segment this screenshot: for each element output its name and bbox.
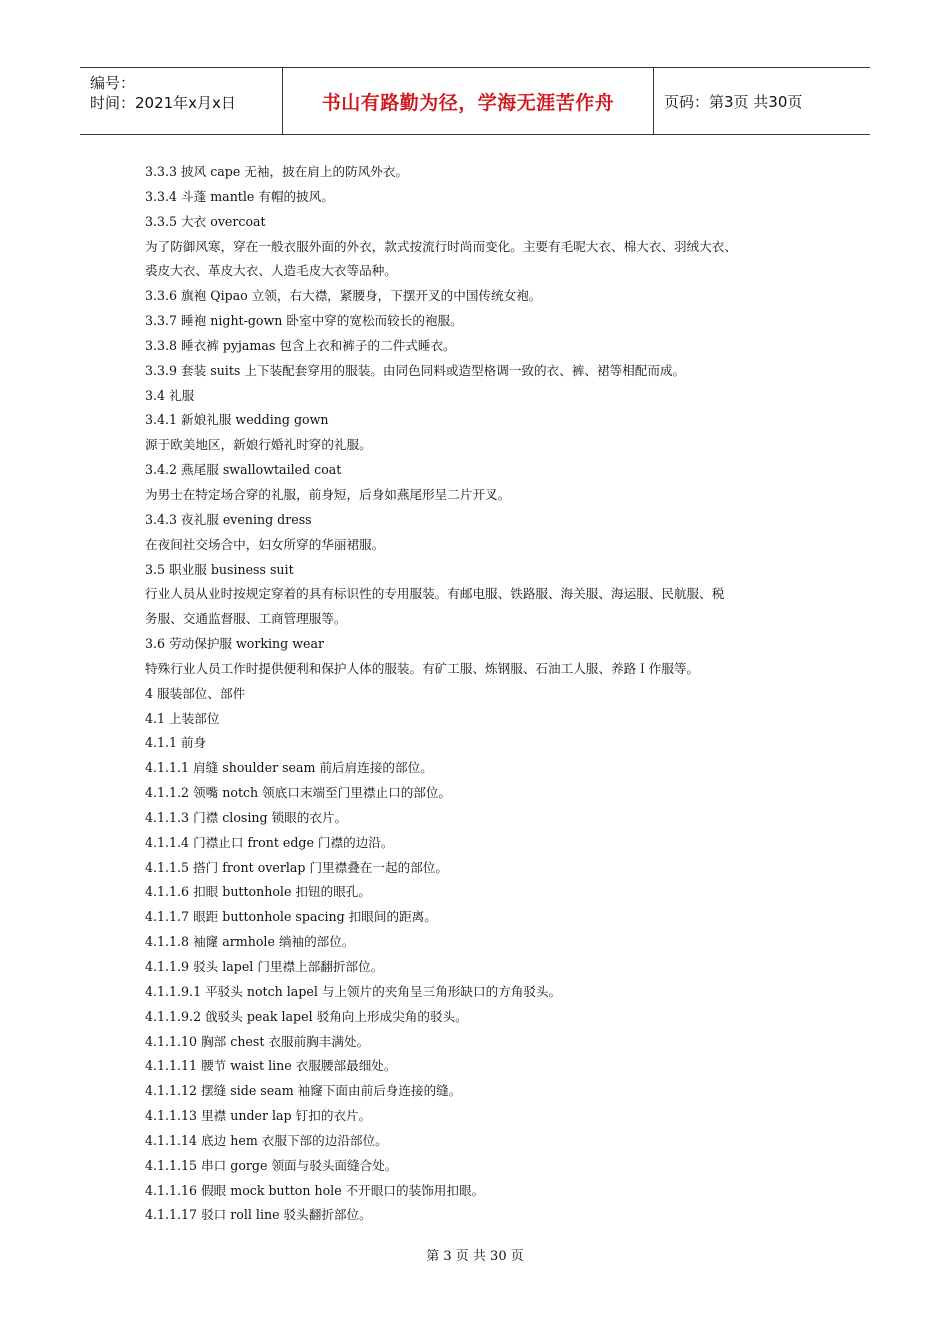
text-line: 4.1.1.8 袖窿 armhole 绱袖的部位。 — [145, 934, 355, 950]
text-line: 4.1.1.11 腰节 waist line 衣服腰部最细处。 — [145, 1058, 397, 1074]
text-line: 3.6 劳动保护服 working wear — [145, 636, 324, 652]
page-header — [80, 67, 870, 135]
text-line: 4.1.1.13 里襟 under lap 钉扣的衣片。 — [145, 1108, 372, 1124]
text-line: 4.1.1.9.1 平驳头 notch lapel 与上领片的夹角呈三角形缺口的方角驳头。 — [145, 983, 562, 999]
text-line: 4.1.1.1 肩缝 shoulder seam 前后肩连接的部位。 — [145, 760, 433, 776]
text-line: 4.1.1 前身 — [145, 735, 207, 751]
text-line: 务服、交通监督服、工商管理服等。 — [145, 611, 347, 627]
text-line: 3.4 礼服 — [145, 387, 195, 403]
text-line: 特殊行业人员工作时提供便利和保护人体的服装。有矿工服、炼钢服、石油工人服、养路Ｉ作服等。 — [145, 660, 700, 676]
text-line: 4 服装部位、部件 — [145, 685, 246, 701]
text-line: 3.3.9 套装 suits 上下装配套穿用的服装。由同色同料或造型格调一致的衣、裤、裙等相配而成。 — [145, 362, 686, 378]
text-line: 4.1.1.5 搭门 front overlap 门里襟叠在一起的部位。 — [145, 859, 448, 875]
text-line: 在夜间社交场合中，妇女所穿的华丽裙服。 — [145, 536, 385, 552]
text-line: 4.1.1.10 胸部 chest 衣服前胸丰满处。 — [145, 1033, 370, 1049]
header-motto: 书山有路勤为径，学海无涯苦作舟 — [283, 68, 654, 134]
header-page-label: 页码：第3页 共30页 — [664, 92, 803, 111]
time-label: 时间：2021年x月x日 — [90, 94, 236, 112]
text-line: 4.1.1.2 领嘴 notch 领底口末端至门里襟止口的部位。 — [145, 785, 452, 801]
text-line: 4.1.1.17 驳口 roll line 驳头翻折部位。 — [145, 1207, 372, 1223]
text-line: 4.1.1.15 串口 gorge 领面与驳头面缝合处。 — [145, 1157, 398, 1173]
text-line: 3.3.8 睡衣裤 pyjamas 包含上衣和裤子的二件式睡衣。 — [145, 337, 456, 353]
text-line: 3.4.2 燕尾服 swallowtailed coat — [145, 462, 342, 478]
text-line: 3.3.3 披风 cape 无袖，披在肩上的防风外衣。 — [145, 164, 409, 179]
text-line: 4.1.1.9 驳头 lapel 门里襟上部翻折部位。 — [145, 959, 384, 974]
text-line: 3.3.6 旗袍 Qipao 立领，右大襟，紧腰身，下摆开叉的中国传统女袍。 — [145, 288, 542, 304]
text-line: 为男士在特定场合穿的礼服，前身短，后身如燕尾形呈二片开叉。 — [145, 486, 511, 502]
text-line: 4.1.1.9.2 戗驳头 peak lapel 驳角向上形成尖角的驳头。 — [145, 1008, 468, 1024]
text-line: 4.1.1.16 假眼 mock button hole 不开眼口的装饰用扣眼。 — [145, 1182, 485, 1198]
text-line: 源于欧美地区，新娘行婚礼时穿的礼服。 — [145, 437, 372, 453]
text-line: 3.5 职业服 business suit — [145, 561, 294, 577]
document-body — [145, 160, 835, 1228]
page-footer — [0, 1245, 950, 1264]
text-line: 3.3.5 大衣 overcoat — [145, 213, 266, 229]
text-line: 4.1.1.12 摆缝 side seam 袖窿下面由前后身连接的缝。 — [145, 1083, 462, 1099]
text-line: 3.4.3 夜礼服 evening dress — [145, 511, 312, 527]
header-meta — [80, 68, 283, 134]
text-line: 4.1.1.6 扣眼 buttonhole 扣钮的眼孔。 — [145, 884, 371, 900]
text-line: 3.3.4 斗蓬 mantle 有帽的披风。 — [145, 188, 334, 204]
text-line: 为了防御风寒，穿在一般衣服外面的外衣，款式按流行时尚而变化。主要有毛呢大衣、棉大衣、羽绒大衣、 — [145, 238, 737, 254]
text-line: 4.1.1.4 门襟止口 front edge 门襟的边沿。 — [145, 834, 394, 850]
text-line: 4.1.1.7 眼距 buttonhole spacing 扣眼间的距离。 — [145, 909, 437, 925]
text-line: 4.1 上装部位 — [145, 710, 220, 726]
text-line: 裘皮大衣、革皮大衣、人造毛皮大衣等品种。 — [145, 263, 397, 279]
footer-page-number: 第 3 页 共 30 页 — [426, 1249, 524, 1264]
text-line: 3.4.1 新娘礼服 wedding gown — [145, 412, 329, 428]
number-label: 编号： — [90, 74, 136, 92]
text-line: 3.3.7 睡袍 night-gown 卧室中穿的宽松而较长的袍服。 — [145, 313, 463, 329]
text-line: 4.1.1.3 门襟 closing 锁眼的衣片。 — [145, 809, 348, 825]
text-line: 行业人员从业时按规定穿着的具有标识性的专用服装。有邮电服、铁路服、海关服、海运服、民航服、税 — [145, 586, 725, 602]
text-line: 4.1.1.14 底边 hem 衣服下部的边沿部位。 — [145, 1132, 388, 1148]
